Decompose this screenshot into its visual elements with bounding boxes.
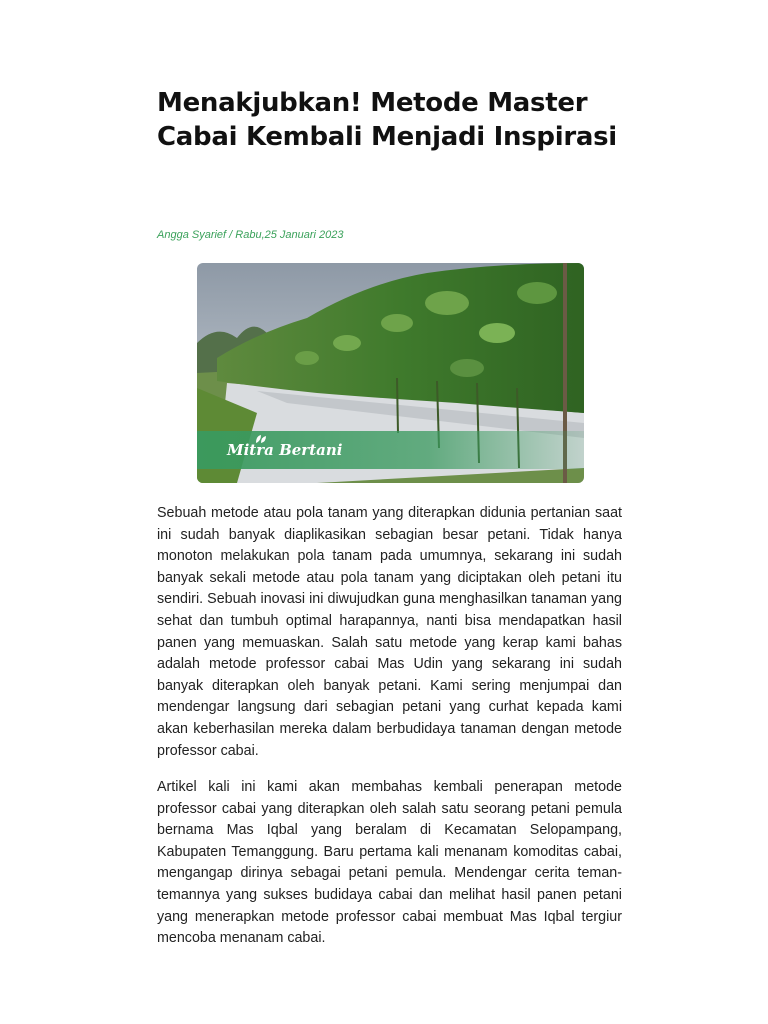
article-meta: Angga Syarief / Rabu,25 Januari 2023	[157, 229, 344, 241]
article-title: Menakjubkan! Metode Master Cabai Kembali Menjadi Inspirasi	[157, 88, 617, 152]
article-paragraph: Artikel kali ini kami akan membahas kembali penerapan metode professor cabai yang diterapkan oleh salah satu seorang petani pemula bernama Mas Iqbal yang beralam di Kecamatan Selopampang, Kabupaten Temanggung. Baru pertama kali menanam komoditas cabai, mengangap dirinya sebagai petani pemula. Mendengar cerita teman-temannya yang sukses budidaya cabai dan melihat hasil panen petani yang menerapkan metode professor cabai membuat Mas Iqbal tergiur mencoba menanam cabai.	[157, 779, 622, 947]
article-paragraph: Sebuah metode atau pola tanam yang diterapkan didunia pertanian saat ini sudah banyak diaplikasikan sebagian besar petani. Tidak hanya monoton melakukan pola tanam pada umumnya, sekarang ini sudah banyak sekali metode atau pola tanam yang diciptakan oleh petani itu sendiri. Sebuah inovasi ini diwujudkan guna menghasilkan tanaman yang sehat dan tumbuh optimal harapannya, nanti bisa mendapatkan hasil panen yang memuaskan. Salah satu metode yang kerap kami bahas adalah metode professor cabai Mas Udin yang sekarang ini sudah banyak diterapkan oleh banyak petani. Kami sering menjumpai dan mendengar langsung dari sebagian petani yang curhat kepada kami akan keberhasilan mereka dalam berbudidaya tanaman dengan metode professor cabai.	[157, 505, 622, 759]
brand-watermark: Mitra Bertani	[227, 441, 343, 459]
article-hero-image	[197, 263, 584, 483]
